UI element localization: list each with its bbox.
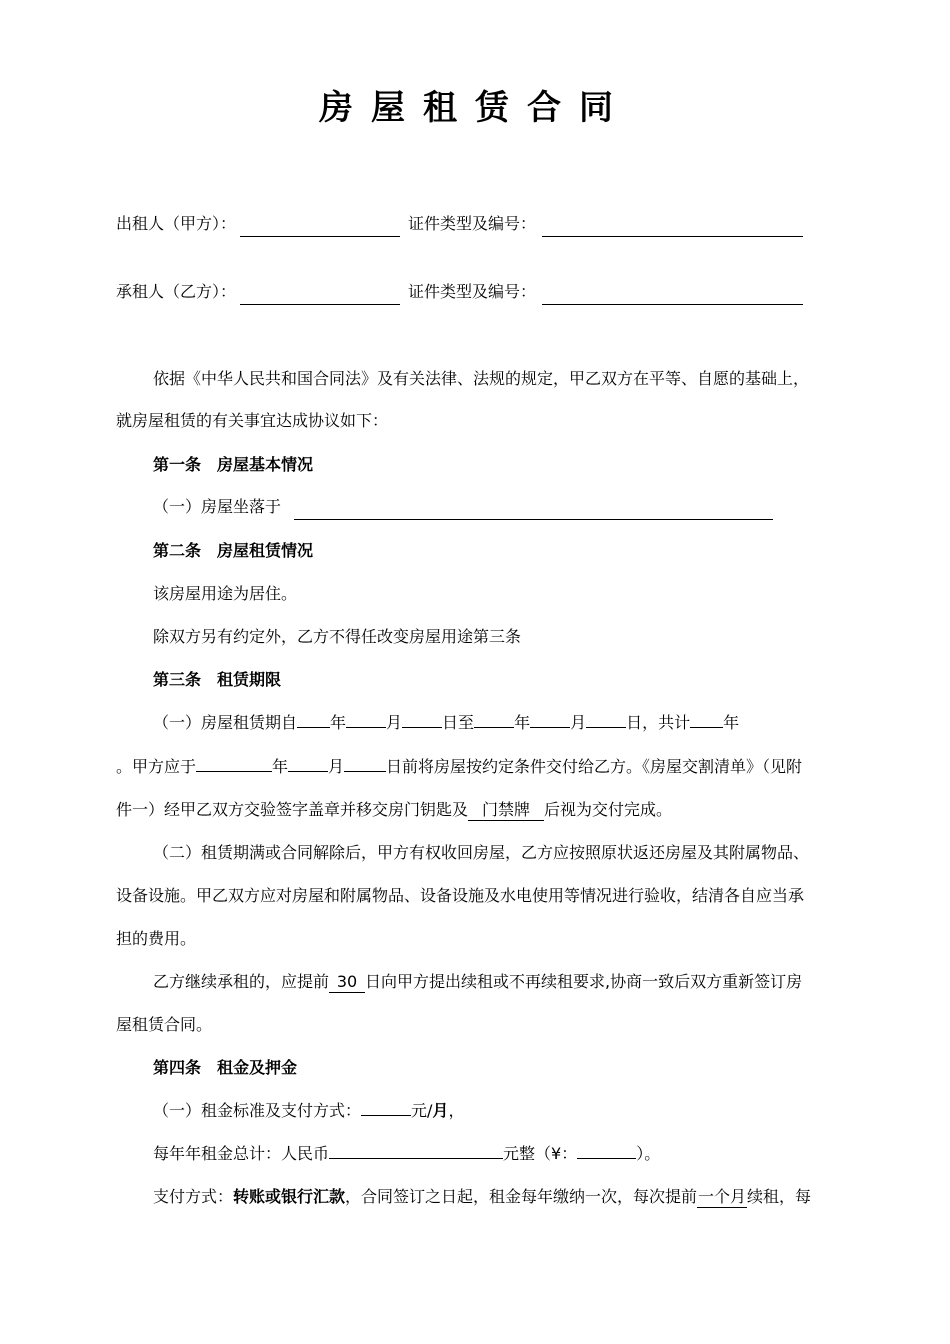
lessee-id-label: 证件类型及编号： [408, 282, 537, 301]
payment-suffix: 续租，每 [747, 1187, 812, 1206]
article-2-heading: 第二条 房屋租赁情况 [153, 541, 314, 560]
usage-restriction-text: 除双方另有约定外，乙方不得任改变房屋用途第三条 [153, 627, 522, 646]
renewal-line-2: 屋租赁合同。 [116, 1015, 213, 1034]
year-label-2: 年 [514, 713, 531, 732]
handover-item[interactable]: 门禁牌 [468, 800, 544, 821]
preamble-line-1: 依据《中华人民共和国合同法》及有关法律、法规的规定，甲乙双方在平等、自愿的基础上， [153, 369, 810, 388]
start-month-blank[interactable] [346, 727, 386, 728]
handover-line [116, 800, 672, 821]
rent-amount-blank[interactable] [361, 1115, 411, 1116]
delivery-prefix: 。甲方应于 [116, 757, 197, 776]
article-1-heading: 第一条 房屋基本情况 [153, 455, 314, 474]
location-blank[interactable] [294, 519, 773, 520]
preamble-line-2: 就房屋租赁的有关事宜达成协议如下： [116, 411, 389, 430]
lessor-id-label: 证件类型及编号： [408, 214, 537, 233]
delivery-suffix: 日前将房屋按约定条件交付给乙方。《房屋交割清单》（见附 [386, 757, 803, 776]
payment-mid: ，合同签订之日起，租金每年缴纳一次，每次提前 [345, 1187, 698, 1206]
start-day-blank[interactable] [402, 727, 442, 728]
lessee-id-blank[interactable] [542, 304, 803, 305]
delivery-line [116, 757, 802, 777]
rent-line [153, 1101, 464, 1121]
lessor-name-blank[interactable] [240, 236, 400, 237]
contract-title: 房屋租赁合同 [319, 88, 631, 128]
usage-text: 该房屋用途为居住。 [153, 584, 298, 603]
year-label: 年 [330, 713, 347, 732]
lessee-label: 承租人（乙方）： [116, 282, 237, 301]
total-years-blank[interactable] [690, 727, 723, 728]
delivery-year-label: 年 [272, 757, 289, 776]
start-year-blank[interactable] [297, 727, 330, 728]
annual-mid: 元整（¥： [503, 1144, 578, 1163]
lease-term-prefix: （一）房屋租赁期自 [153, 713, 298, 732]
payment-method: 转账或银行汇款 [233, 1187, 346, 1206]
annual-rent-line [153, 1144, 660, 1164]
month-label-2: 月 [570, 713, 587, 732]
month-label: 月 [386, 713, 403, 732]
handover-prefix: 件一）经甲乙双方交验签字盖章并移交房门钥匙及 [116, 800, 469, 819]
payment-line [153, 1187, 811, 1208]
rent-unit: 元/ [411, 1101, 433, 1120]
annual-yen-blank[interactable] [577, 1158, 636, 1159]
return-line-1: （二）租赁期满或合同解除后，甲方有权收回房屋，乙方应按照原状返还房屋及其附属物品、 [153, 843, 810, 862]
renewal-suffix: 日向甲方提出续租或不再续租要求,协商一致后双方重新签订房 [365, 972, 803, 991]
delivery-month-blank[interactable] [288, 771, 328, 772]
lessee-name-blank[interactable] [240, 304, 400, 305]
delivery-year-blank[interactable] [196, 771, 272, 772]
annual-prefix: 每年年租金总计：人民币 [153, 1144, 330, 1163]
end-day-blank[interactable] [586, 727, 626, 728]
year-label-3: 年 [723, 713, 740, 732]
article-3-heading: 第三条 租赁期限 [153, 670, 282, 689]
lessor-id-blank[interactable] [542, 236, 803, 237]
end-month-blank[interactable] [530, 727, 570, 728]
payment-period[interactable]: 一个月 [698, 1187, 747, 1206]
payment-prefix: 支付方式： [153, 1187, 234, 1206]
renewal-line [153, 972, 802, 993]
renewal-prefix: 乙方继续承租的，应提前 [153, 972, 330, 991]
location-label: （一）房屋坐落于 [153, 497, 282, 516]
day-to-label: 日至 [442, 713, 475, 732]
article-4-heading: 第四条 租金及押金 [153, 1058, 298, 1077]
rent-suffix: ， [448, 1101, 465, 1120]
rent-per: 月 [432, 1101, 449, 1120]
delivery-day-blank[interactable] [344, 771, 386, 772]
lessor-label: 出租人（甲方）： [116, 214, 237, 233]
lease-term-line [153, 713, 739, 733]
handover-suffix: 后视为交付完成。 [544, 800, 673, 819]
renewal-days[interactable]: 30 [329, 972, 365, 993]
total-label: 日，共计 [626, 713, 691, 732]
return-line-2: 设备设施。甲乙双方应对房屋和附属物品、设备设施及水电使用等情况进行验收，结清各自应当承 [116, 886, 805, 905]
rent-prefix: （一）租金标准及支付方式： [153, 1101, 362, 1120]
end-year-blank[interactable] [474, 727, 514, 728]
delivery-month-label: 月 [328, 757, 345, 776]
annual-rmb-blank[interactable] [329, 1158, 503, 1159]
return-line-3: 担的费用。 [116, 929, 197, 948]
annual-suffix: ）。 [636, 1144, 661, 1163]
